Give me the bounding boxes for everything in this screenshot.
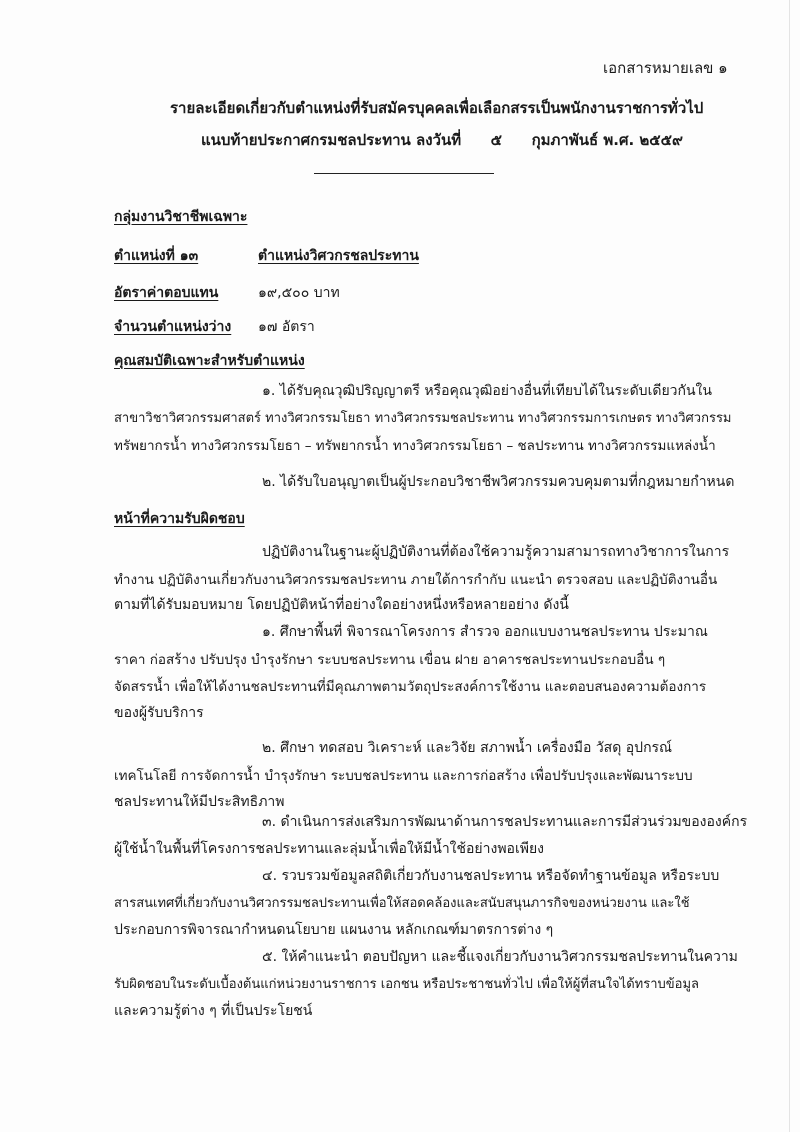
page-edge <box>789 0 790 1132</box>
vacancy-value: ๑๗ อัตรา <box>258 319 315 335</box>
qualification-1-line2: สาขาวิชาวิศวกรรมศาสตร์ ทางวิศวกรรมโยธา ทางวิศวกรรมชลประทาน ทางวิศวกรรมการเกษตร ทางวิศวกรรม <box>114 411 732 426</box>
duty-1-line2: ราคา ก่อสร้าง ปรับปรุง บำรุงรักษา ระบบชลประทาน เขื่อน ฝาย อาคารชลประทานประกอบอื่น ๆ <box>114 652 666 668</box>
job-group-heading: กลุ่มงานวิชาชีพเฉพาะ <box>114 209 248 225</box>
duty-2-line3: ชลประทานให้มีประสิทธิภาพ <box>114 794 285 810</box>
position-number-label: ตำแหน่งที่ ๑๓ <box>114 248 199 264</box>
document-title-line1: รายละเอียดเกี่ยวกับตำแหน่งที่รับสมัครบุคคลเพื่อเลือกสรรเป็นพนักงานราชการทั่วไป <box>170 99 704 117</box>
duty-2-line2: เทคโนโลยี การจัดการน้ำ บำรุงรักษา ระบบชลประทาน และการก่อสร้าง เพื่อปรับปรุงและพัฒนาระบบ <box>114 768 693 784</box>
duty-5-line3: และความรู้ต่าง ๆ ที่เป็นประโยชน์ <box>114 1003 313 1019</box>
title-date: กุมภาพันธ์ พ.ศ. ๒๕๕๙ <box>531 131 683 149</box>
duty-4-line2: สารสนเทศที่เกี่ยวกับงานวิศวกรรมชลประทานเพื่อให้สอดคล้องและสนับสนุนภารกิจของหน่วยงาน และใช้ <box>114 896 690 911</box>
duty-5-line2: รับผิดชอบในระดับเบื้องต้นแก่หน่วยงานราชการ เอกชน หรือประชาชนทั่วไป เพื่อให้ผู้ที่สนใจได้ทราบข้อมูล <box>114 977 699 992</box>
duty-2-line1: ๒. ศึกษา ทดสอบ วิเคราะห์ และวิจัย สภาพน้ำ เครื่องมือ วัสดุ อุปกรณ์ <box>262 740 673 756</box>
duty-1-line4: ของผู้รับบริการ <box>114 705 204 721</box>
qualification-2: ๒. ได้รับใบอนุญาตเป็นผู้ประกอบวิชาชีพวิศวกรรมควบคุมตามที่กฎหมายกำหนด <box>262 474 735 490</box>
pay-rate-value: ๑๙,๕๐๐ บาท <box>258 285 340 301</box>
duty-4-line1: ๔. รวบรวมข้อมูลสถิติเกี่ยวกับงานชลประทาน หรือจัดทำฐานข้อมูล หรือระบบ <box>262 868 720 884</box>
duty-4-line3: ประกอบการพิจารณากำหนดนโยบาย แผนงาน หลักเกณฑ์มาตรการต่าง ๆ <box>114 922 554 938</box>
qualifications-heading: คุณสมบัติเฉพาะสำหรับตำแหน่ง <box>114 353 305 369</box>
duty-1-line3: จัดสรรน้ำ เพื่อให้ได้งานชลประทานที่มีคุณภาพตามวัตถุประสงค์การใช้งาน และตอบสนองความต้องการ <box>114 679 707 695</box>
title-divider <box>314 173 494 174</box>
document-reference: เอกสารหมายเลข ๑ <box>603 59 728 77</box>
duty-3-line1: ๓. ดำเนินการส่งเสริมการพัฒนาด้านการชลประทานและการมีส่วนร่วมขององค์กร <box>262 814 748 830</box>
duties-heading: หน้าที่ความรับผิดชอบ <box>114 511 245 527</box>
duty-3-line2: ผู้ใช้น้ำในพื้นที่โครงการชลประทานและลุ่มน้ำเพื่อให้มีน้ำใช้อย่างพอเพียง <box>114 841 545 857</box>
pay-rate-label: อัตราค่าตอบแทน <box>114 285 219 301</box>
duty-5-line1: ๕. ให้คำแนะนำ ตอบปัญหา และชี้แจงเกี่ยวกับงานวิศวกรรมชลประทานในความ <box>262 949 738 965</box>
qualification-1-line1: ๑. ได้รับคุณวุฒิปริญญาตรี หรือคุณวุฒิอย่างอื่นที่เทียบได้ในระดับเดียวกันใน <box>262 383 712 399</box>
duties-intro-line3: ตามที่ได้รับมอบหมาย โดยปฏิบัติหน้าที่อย่างใดอย่างหนึ่งหรือหลายอย่าง ดังนี้ <box>114 597 569 613</box>
title-day: ๕ <box>490 131 503 149</box>
duties-intro-line2: ทำงาน ปฏิบัติงานเกี่ยวกับงานวิศวกรรมชลประทาน ภายใต้การกำกับ แนะนำ ตรวจสอบ และปฏิบัติงานอื่น <box>114 572 718 588</box>
document-title-line2 <box>201 128 683 152</box>
position-title: ตำแหน่งวิศวกรชลประทาน <box>258 248 419 264</box>
duties-intro-line1: ปฏิบัติงานในฐานะผู้ปฏิบัติงานที่ต้องใช้ความรู้ความสามารถทางวิชาการในการ <box>262 544 730 560</box>
duty-1-line1: ๑. ศึกษาพื้นที่ พิจารณาโครงการ สำรวจ ออกแบบงานชลประทาน ประมาณ <box>262 624 708 640</box>
title-announcement: แนบท้ายประกาศกรมชลประทาน ลงวันที่ <box>201 131 462 149</box>
vacancy-label: จำนวนตำแหน่งว่าง <box>114 319 232 335</box>
qualification-1-line3: ทรัพยากรน้ำ ทางวิศวกรรมโยธา – ทรัพยากรน้ำ ทางวิศวกรรมโยธา – ชลประทาน ทางวิศวกรรมแหล่งน้ำ <box>114 438 716 454</box>
